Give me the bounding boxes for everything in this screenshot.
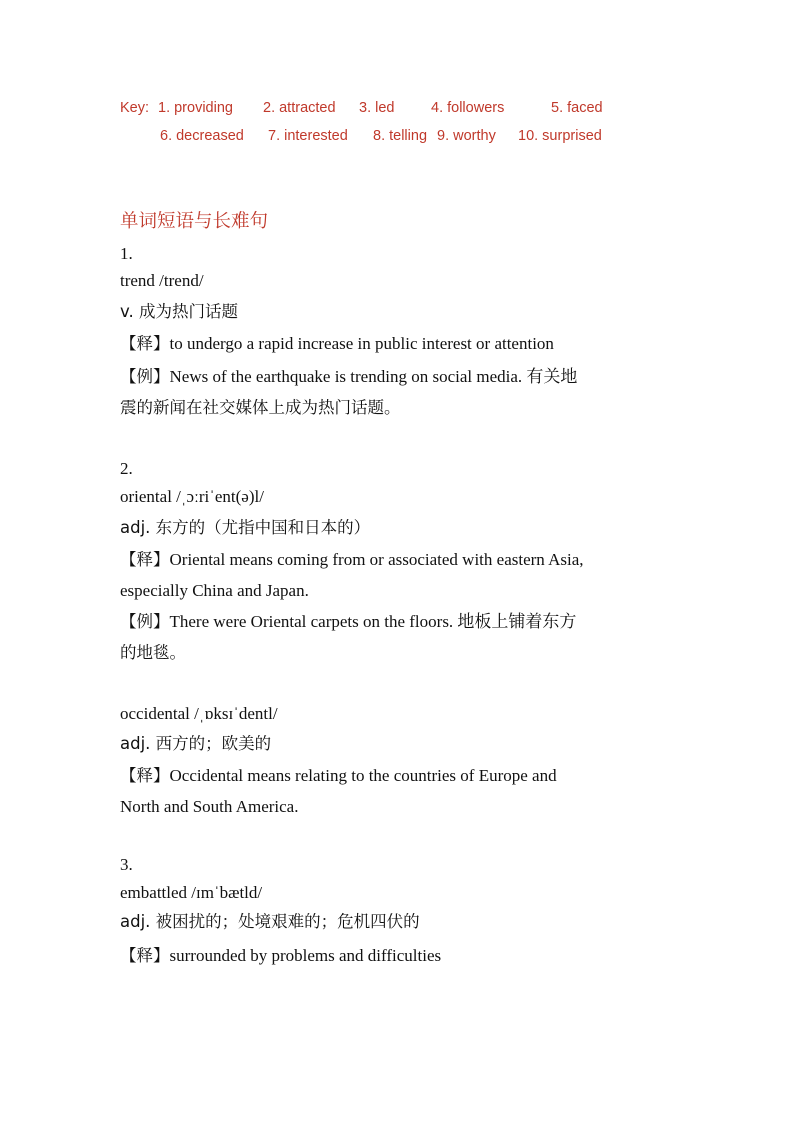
key-item: 9. worthy (437, 128, 496, 144)
explanation (120, 766, 557, 786)
key-item: 5. faced (551, 100, 603, 116)
explanation-text: surrounded by problems and difficulties (169, 946, 442, 965)
explanation (120, 946, 441, 966)
headword: trend /trend/ (120, 271, 204, 290)
explain-marker: 【释】 (120, 550, 170, 569)
part-of-speech: adj. 西方的；欧美的 (120, 734, 272, 753)
key-item: 2. attracted (263, 100, 336, 116)
example-marker: 【例】 (120, 367, 170, 386)
example-text: 的地毯。 (120, 643, 186, 662)
example-text: News of the earthquake is trending on social media. 有关地 (169, 367, 578, 386)
key-item: 4. followers (431, 100, 505, 116)
explanation (120, 550, 584, 570)
explanation (120, 334, 554, 354)
explain-marker: 【释】 (120, 946, 170, 965)
part-of-speech: adj. 东方的（尤指中国和日本的） (120, 518, 371, 537)
entry-number: 1. (120, 244, 133, 263)
example-text: There were Oriental carpets on the floors. 地板上铺着东方 (169, 612, 577, 631)
part-of-speech: adj. 被困扰的；处境艰难的；危机四伏的 (120, 912, 420, 931)
explanation-text: to undergo a rapid increase in public interest or attention (169, 334, 554, 353)
entry-number: 2. (120, 459, 133, 478)
headword: occidental /ˌɒksɪˈdentl/ (120, 704, 278, 723)
example-text: 震的新闻在社交媒体上成为热门话题。 (120, 398, 401, 417)
key-item: 6. decreased (160, 128, 244, 144)
key-item: 8. telling (373, 128, 428, 144)
key-item: 3. led (359, 100, 395, 116)
example (120, 612, 576, 632)
headword: embattled /ɪmˈbætld/ (120, 883, 263, 902)
key-item: 1. providing (158, 100, 233, 116)
key-label: Key: (120, 100, 150, 116)
explanation-text: Oriental means coming from or associated with eastern Asia, (169, 550, 584, 569)
explain-marker: 【释】 (120, 766, 170, 785)
explanation-text: especially China and Japan. (120, 581, 309, 600)
key-item: 7. interested (268, 128, 348, 144)
headword: oriental /ˌɔːriˈent(ə)l/ (120, 487, 264, 506)
part-of-speech: v. 成为热门话题 (120, 302, 238, 321)
section-heading: 单词短语与长难句 (120, 211, 269, 232)
entry-number: 3. (120, 855, 133, 874)
example (120, 367, 577, 387)
example-marker: 【例】 (120, 612, 170, 631)
explanation-text: North and South America. (120, 797, 299, 816)
explanation-text: Occidental means relating to the countries of Europe and (169, 766, 557, 785)
key-item: 10. surprised (518, 128, 602, 144)
explain-marker: 【释】 (120, 334, 170, 353)
